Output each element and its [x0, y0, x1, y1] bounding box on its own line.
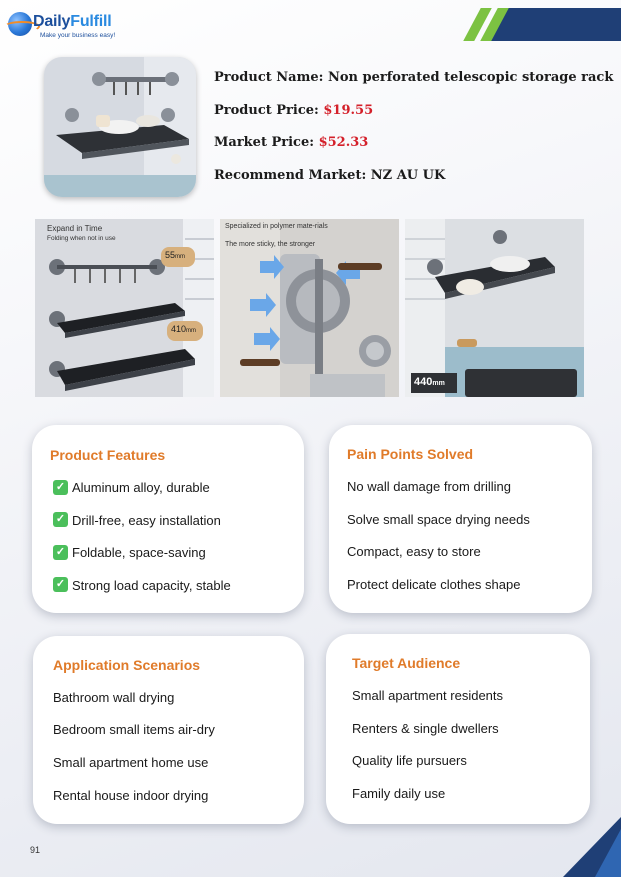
pain-point-item: Compact, easy to store: [347, 544, 481, 559]
photo1-dimension-badge: [167, 321, 203, 341]
page-number: 91: [30, 845, 41, 855]
product-name-label: Product Name:: [214, 70, 324, 85]
market-price-line: [214, 135, 613, 168]
expand-photo-art: [35, 219, 214, 397]
product-features-card: [32, 425, 304, 613]
product-photo-expand: [35, 219, 214, 397]
check-icon: ✓: [53, 577, 68, 592]
product-info: [214, 70, 613, 200]
photo1-dimension-badge: [161, 247, 195, 267]
brand-name-part2: Fulfill: [70, 13, 112, 30]
photo1-dim2-unit: mm: [186, 328, 197, 334]
photo3-dimension-badge: [411, 373, 457, 393]
photo1-dim2-value: 410: [171, 324, 187, 334]
market-price-label: Market Price:: [214, 135, 315, 150]
recommend-market-label: Recommend Market:: [214, 167, 367, 183]
audience-item: Small apartment residents: [352, 688, 504, 703]
product-photo-dimensions: [405, 219, 584, 397]
product-name-value: Non perforated telescopic storage rack: [327, 70, 614, 85]
audience-item: Renters & single dwellers: [352, 721, 499, 736]
photo2-subheading: The more sticky, the stronger: [225, 241, 316, 248]
pain-points-title: Pain Points Solved: [347, 446, 474, 462]
globe-logo-icon: [8, 12, 32, 36]
check-icon: ✓: [53, 545, 68, 560]
application-scenarios-title: Application Scenarios: [53, 657, 201, 673]
market-price-value: $52.33: [318, 135, 369, 150]
photo1-dim1-value: 55: [165, 250, 176, 260]
check-icon: ✓: [53, 480, 68, 495]
photo2-heading: Specialized in polymer mate-rials: [225, 223, 328, 230]
feature-item: Aluminum alloy, durable: [72, 480, 210, 495]
photo1-heading: Expand in Time: [47, 224, 103, 233]
recommend-market-line: [214, 168, 613, 201]
recommend-market-value: NZ AU UK: [370, 167, 446, 183]
pain-point-item: Solve small space drying needs: [347, 512, 530, 527]
pain-point-item: No wall damage from drilling: [347, 479, 512, 494]
brand-name: [33, 13, 112, 31]
photo3-dim-value: 440: [414, 376, 433, 388]
application-scenarios-card: [33, 636, 304, 824]
check-icon: ✓: [53, 512, 68, 527]
product-thumbnail: [44, 57, 196, 197]
scenario-item: Bedroom small items air-dry: [53, 722, 215, 737]
brand-name-part1: Daily: [33, 13, 71, 30]
photo1-subheading: Folding when not in use: [47, 235, 116, 242]
photo1-dim1-unit: mm: [175, 254, 186, 260]
pain-point-item: Protect delicate clothes shape: [347, 577, 521, 592]
product-name-line: [214, 70, 613, 103]
product-price-line: [214, 103, 613, 136]
feature-item: Foldable, space-saving: [72, 545, 206, 560]
product-price-label: Product Price:: [214, 102, 319, 118]
target-audience-card: [326, 634, 590, 824]
scenario-item: Small apartment home use: [53, 755, 209, 770]
audience-item: Family daily use: [352, 786, 446, 801]
pain-points-card: [329, 425, 592, 613]
scenario-item: Bathroom wall drying: [53, 690, 175, 705]
photo3-dim-unit: mm: [432, 380, 445, 387]
scenario-item: Rental house indoor drying: [53, 788, 209, 803]
product-price-value: $19.55: [323, 102, 374, 118]
dimensions-photo-art: [405, 219, 584, 397]
target-audience-title: Target Audience: [352, 655, 461, 671]
brand-logo: [8, 10, 128, 42]
storage-rack-image: [44, 57, 196, 197]
audience-item: Quality life pursuers: [352, 753, 467, 768]
product-photo-adhesive: [220, 219, 399, 397]
feature-item: Strong load capacity, stable: [72, 578, 231, 593]
brand-tagline: Make your business easy!: [40, 32, 116, 39]
feature-item: Drill-free, easy installation: [72, 513, 221, 528]
product-features-title: Product Features: [50, 447, 166, 463]
